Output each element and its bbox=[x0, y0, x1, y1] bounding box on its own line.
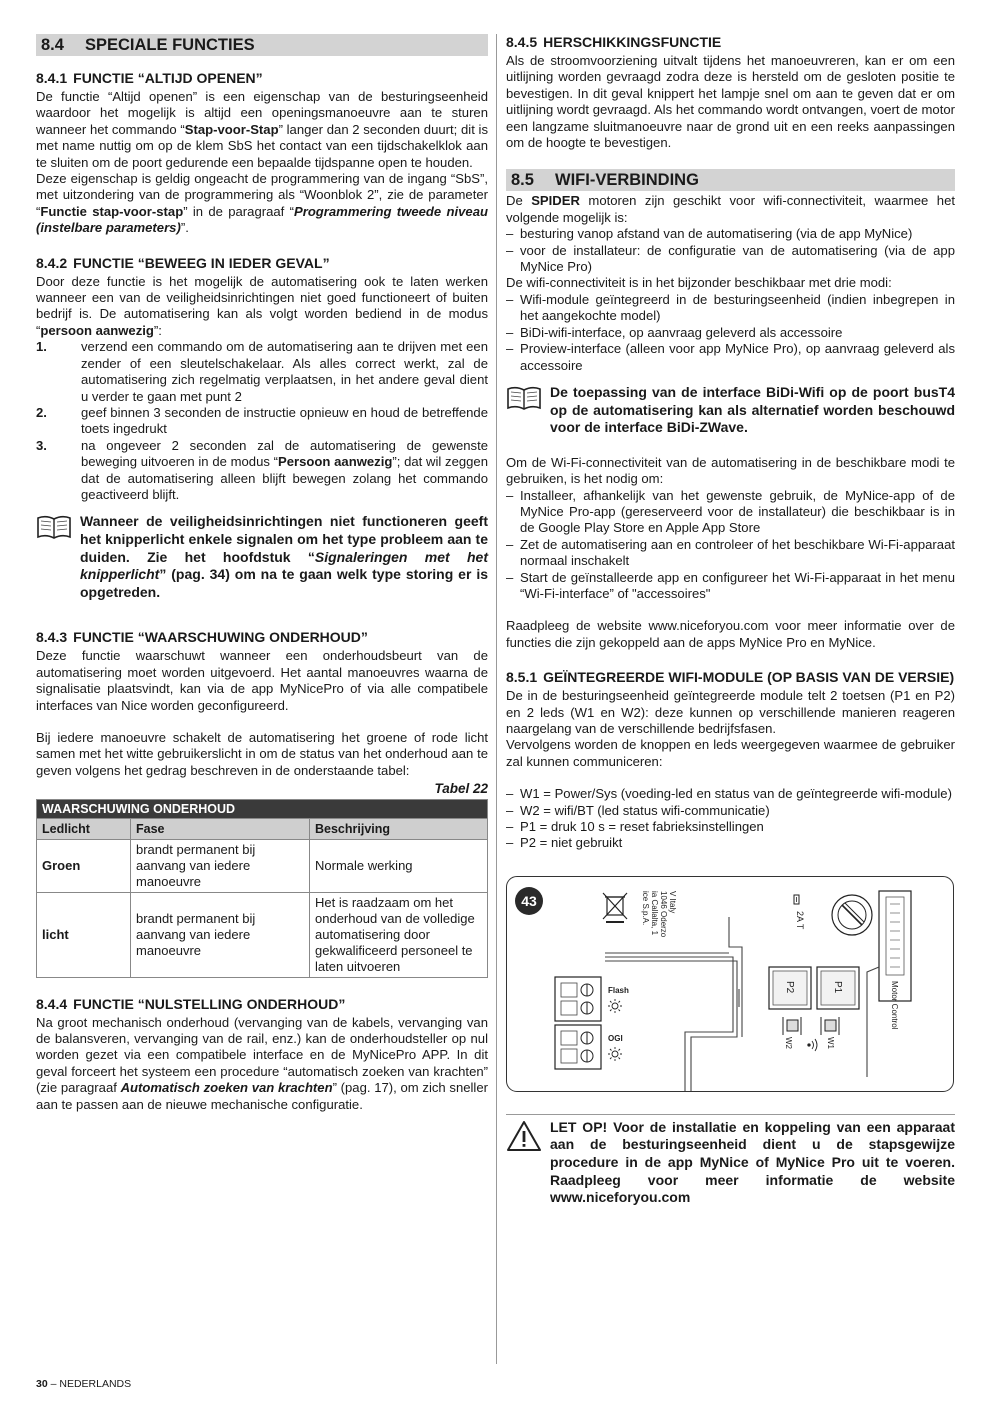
list-item: – W1 = Power/Sys (voeding-led en status van de geïntegreerde wifi-module) bbox=[506, 786, 955, 802]
section-title: SPECIALE FUNCTIES bbox=[85, 36, 255, 54]
light-icon bbox=[608, 1047, 622, 1061]
book-icon bbox=[506, 385, 542, 411]
paragraph: Vervolgens worden de knoppen en leds weergegeven waarmee de gebruiker zal kunnen communiceren: bbox=[506, 737, 955, 769]
fuse-label: 2A T bbox=[795, 910, 805, 930]
list-item: 1. verzend een commando om de automatisering aan te drijven met een zender of een sleutelschakelaar. Als alles correct werkt, zal de automatisering zich regelmatig verplaatsen, in het andere geval dient u verder te gaan met punt 2 bbox=[36, 339, 488, 404]
table-cell: licht bbox=[37, 892, 131, 977]
table-header: Fase bbox=[131, 818, 310, 839]
manufacturer-address bbox=[641, 891, 677, 938]
warning-text: LET OP! Voor de installatie en koppeling van een apparaat aan de besturingseenheid dient u de stapsgewijze procedure in de app MyNice of MyNice Pro uit te voeren. Raadpleeg voor meer informatie de website www.niceforyou.com bbox=[550, 1118, 955, 1206]
list-item: – W2 = wifi/BT (led status wifi-communicatie) bbox=[506, 803, 955, 819]
page-number: 30 bbox=[36, 1378, 48, 1390]
warning-box bbox=[506, 1114, 955, 1207]
list-item: – voor de installateur: de configuratie van de automatisering (via de app MyNice Pro) bbox=[506, 243, 955, 276]
table-header: Beschrijving bbox=[310, 818, 488, 839]
paragraph: De SPIDER motoren zijn geschikt voor wifi-connectiviteit, waarmee het volgende mogelijk is: bbox=[506, 193, 955, 225]
feature-list bbox=[506, 226, 955, 275]
table-cell: Groen bbox=[37, 839, 131, 892]
right-column bbox=[506, 34, 955, 1207]
list-item: 3. na ongeveer 2 seconden zal de automatisering de gewenste beweging uitvoeren in de modus “Persoon aanwezig”; dat wil zeggen dat de automatisering alleen blijft bewegen zolang het commando geactiveerd blijft. bbox=[36, 437, 488, 502]
mode-list bbox=[506, 292, 955, 374]
left-column bbox=[36, 34, 488, 1113]
heading-8-4-5: 8.4.5 HERSCHIKKINGSFUNCTIE bbox=[506, 34, 722, 50]
steps-list bbox=[36, 339, 488, 503]
column-divider bbox=[496, 34, 497, 1364]
book-icon bbox=[36, 514, 72, 540]
paragraph: Als de stroomvoorziening uitvalt tijdens het manoeuvreren, kan er om een uitlijning worden gevraagd zodra deze is hersteld om de gesloten positie te bevestigen. In dit geval knippert het lampje snel om aan te geven dat er om uitlijning wordt gevraagd. Als het commando wordt ontvangen, voert de motor een langzame sluitmanoeuvre naar de grond uit en een reeks aanpassingen om de hoogte te bevestigen. bbox=[506, 53, 955, 151]
list-item: – Start de geïnstalleerde app en configureer het Wi-Fi-apparaat in het menu “Wi-Fi-interface” of "accessoires" bbox=[506, 570, 955, 603]
table-cell: brandt permanent bij aanvang van iedere manoeuvre bbox=[131, 839, 310, 892]
table-caption: Tabel 22 bbox=[434, 781, 488, 797]
table-cell: Het is raadzaam om het onderhoud van de volledige automatisering door gekwalificeerd personeel te laten uitvoeren bbox=[310, 892, 488, 977]
warning-icon bbox=[506, 1120, 542, 1152]
list-item: – Zet de automatisering aan en controleer of het beschikbare Wi-Fi-apparaat normaal inschakelt bbox=[506, 537, 955, 570]
note-text: De toepassing van de interface BiDi-Wifi op de poort busT4 op de automatisering kan als alternatief worden beschouwd voor de interface BiDi-ZWave. bbox=[550, 383, 955, 436]
table-cell: brandt permanent bij aanvang van iedere manoeuvre bbox=[131, 892, 310, 977]
fuse-icon bbox=[794, 895, 799, 904]
paragraph: De in de besturingseenheid geïntegreerde module telt 2 toetsen (P1 en P2) en 2 leds (W1 en W2): deze kunnen op verschillende manieren reageren naargelang van de verschillende bedrijfsfasen. bbox=[506, 688, 955, 736]
paragraph: Na groot mechanisch onderhoud (vervanging van de kabels, vervanging van de balansveren, vervanging van de rail, enz.) kan de onderhoudsteller op nul worden gezet via een compatibele interface en de MyNicePro APP. In dit geval forceert het systeem een procedure “automatisch zoeken van krachten” (zie paragraaf Automatisch zoeken van krachten” (pag. 17), om zich sneller aan te passen aan de nieuwe mechanische configuratie. bbox=[36, 1014, 488, 1112]
w1-label: W1 bbox=[826, 1036, 835, 1049]
list-item: – besturing vanop afstand van de automatisering (via de app MyNice) bbox=[506, 226, 955, 242]
svg-text:1046 Oderzo: 1046 Oderzo bbox=[659, 890, 668, 938]
led-w2 bbox=[787, 1020, 798, 1031]
language-label: NEDERLANDS bbox=[59, 1378, 132, 1390]
flash-label: Flash bbox=[608, 985, 629, 995]
list-item: – P2 = niet gebruikt bbox=[506, 835, 955, 851]
wireless-icon bbox=[808, 1039, 817, 1051]
list-item: – BiDi-wifi-interface, op aanvraag geleverd als accessoire bbox=[506, 325, 955, 341]
maintenance-table bbox=[36, 799, 488, 978]
table-title: WAARSCHUWING ONDERHOUD bbox=[37, 799, 488, 818]
note-text: Wanneer de veiligheidsinrichtingen niet functioneren geeft het knipperlicht enkele signalen om het type probleem aan te duiden. Zie het hoofdstuk “Signaleringen met het knipperlicht” (pag. 34) om na te gaan welk type storing er is opgetreden. bbox=[80, 513, 488, 600]
heading-8-4-2: 8.4.2 FUNCTIE “BEWEEG IN IEDER GEVAL” bbox=[36, 254, 330, 271]
list-item: – Wifi-module geïntegreerd in de besturingseenheid (indien inbegrepen in het aangekochte model) bbox=[506, 292, 955, 325]
ogi-label: OGI bbox=[608, 1033, 623, 1043]
list-item: – Installeer, afhankelijk van het gewenste gebruik, de MyNice-app of de MyNice Pro-app (gereserveerd voor de installateur) die beschikbaar is in de Google Play Store en Apple App Store bbox=[506, 488, 955, 537]
svg-text:ice S.p.A.: ice S.p.A. bbox=[641, 890, 650, 926]
section-8-4-header: 8.4 SPECIALE FUNCTIES bbox=[36, 34, 488, 56]
motor-label: Motor Control bbox=[890, 980, 899, 1030]
flash-terminal bbox=[555, 977, 601, 1021]
table-header: Ledlicht bbox=[37, 818, 131, 839]
paragraph: Bij iedere manoeuvre schakelt de automatisering het groene of rode licht samen met het witte gebruikerslicht in om de status van het onderhoud aan te geven volgens het gedrag beschreven in de onderstaande tabel: bbox=[36, 729, 488, 778]
table-row bbox=[37, 839, 488, 892]
ogi-terminal bbox=[555, 1025, 601, 1069]
page-footer: 30 – NEDERLANDS bbox=[36, 1378, 132, 1390]
figure-43 bbox=[506, 876, 954, 1092]
heading-8-4-1: 8.4.1 FUNCTIE “ALTIJD OPENEN” bbox=[36, 70, 263, 86]
table-row bbox=[37, 892, 488, 977]
waste-bin-icon bbox=[603, 893, 627, 922]
led-w1 bbox=[825, 1020, 836, 1031]
paragraph: De functie “Altijd openen” is een eigenschap van de besturingseenheid waardoor het mogelijk is altijd een openingsmanoeuvre aan te sturen wanneer het commando “Stap-voor-Stap” langer dan 2 seconden duurt; dit is met name nuttig om op de klem SbS het contact van een tijdschakelklok aan te sluiten om de poort gedurende een bepaalde tijdspanne open te houden. bbox=[36, 89, 489, 170]
svg-text:V Italy: V Italy bbox=[668, 890, 677, 914]
steps-list bbox=[506, 488, 955, 603]
note-box bbox=[36, 513, 488, 601]
paragraph: Door deze functie is het mogelijk de automatisering ook te laten werken wanneer een van de veiligheidsinrichtingen niet goed functioneert of buiten bedrijf is. De automatisering kan als volgt worden bediend in de modus “persoon aanwezig”: bbox=[36, 273, 488, 338]
table-cell: Normale werking bbox=[310, 839, 488, 892]
paragraph: Raadpleeg de website www.niceforyou.com voor meer informatie over de functies die zijn gekoppeld aan de apps MyNice Pro en MyNice. bbox=[506, 618, 955, 650]
paragraph: De wifi-connectiviteit is in het bijzonder beschikbaar met drie modi: bbox=[506, 275, 892, 291]
heading-8-5-1: 8.5.1 GEÏNTEGREERDE WIFI-MODULE (OP BASIS VAN DE VERSIE) bbox=[506, 669, 955, 686]
heading-8-4-3: 8.4.3 FUNCTIE “WAARSCHUWING ONDERHOUD” bbox=[36, 629, 368, 646]
p2-label: P2 bbox=[784, 980, 795, 994]
list-item: 2. geef binnen 3 seconden de instructie opnieuw en houd de betreffende toets ingedrukt bbox=[36, 404, 488, 437]
figure-number: 43 bbox=[521, 892, 537, 909]
p1-label: P1 bbox=[832, 980, 843, 994]
svg-text:ia Callalta, 1: ia Callalta, 1 bbox=[650, 890, 659, 935]
lamp-icon bbox=[608, 999, 622, 1013]
paragraph: Deze functie waarschuwt wanneer een onderhoudsbeurt van de automatisering moet worden uitgevoerd. Het aantal manoeuvres waarna de signalisatie plaatsvindt, kan via de app MyNicePro of via alle compatibele interfaces van Nice worden geconfigureerd. bbox=[36, 648, 488, 713]
section-8-5-header: 8.5 WIFI-VERBINDING bbox=[506, 169, 955, 191]
note-box bbox=[506, 384, 955, 437]
paragraph: Deze eigenschap is geldig ongeacht de programmering van de ingang “SbS”, met uitzondering van de programmering als “Woonblok 2”, zie de parameter “Functie stap-voor-stap” in de paragraaf “Programmering tweede niveau (instelbare parameters)”. bbox=[36, 171, 488, 236]
control-board-diagram bbox=[507, 877, 953, 1091]
list-item: – Proview-interface (alleen voor app MyNice Pro), op aanvraag geleverd als accessoire bbox=[506, 341, 955, 374]
w2-label: W2 bbox=[784, 1036, 793, 1049]
heading-8-4-4: 8.4.4 FUNCTIE “NULSTELLING ONDERHOUD” bbox=[36, 995, 346, 1012]
paragraph: Om de Wi-Fi-connectiviteit van de automatisering in de beschikbare modi te gebruiken, is het nodig om: bbox=[506, 454, 955, 487]
list-item: – P1 = druk 10 s = reset fabrieksinstellingen bbox=[506, 819, 955, 835]
led-list bbox=[506, 786, 955, 852]
section-title: WIFI-VERBINDING bbox=[555, 171, 699, 190]
